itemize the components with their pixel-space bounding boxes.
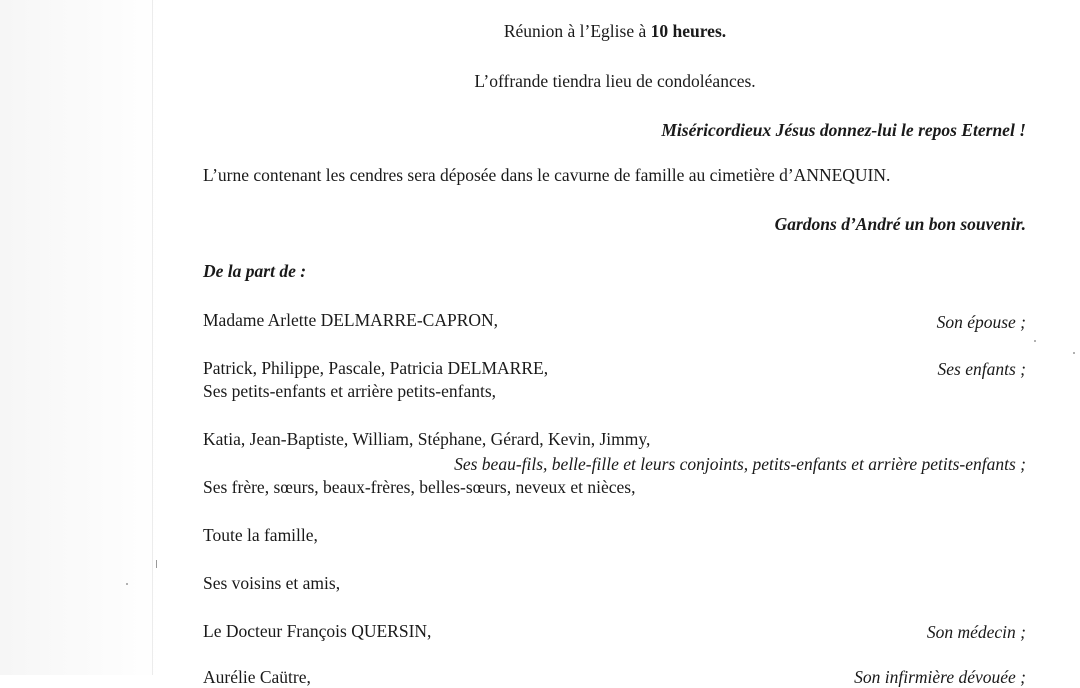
nurse-role: Son infirmière dévouée ; [854, 667, 1026, 687]
children-role: Ses enfants ; [937, 359, 1026, 379]
remembrance-line: Gardons d’André un bon souvenir. [774, 214, 1026, 234]
doctor-role: Son médecin ; [926, 622, 1026, 642]
neighbours-line: Ses voisins et amis, [203, 573, 341, 593]
nurse-name: Aurélie Caütre, [203, 667, 311, 687]
doctor-name: Le Docteur François QUERSIN, [203, 621, 432, 641]
meeting-text: Réunion à l’Eglise à [503, 21, 651, 41]
from-heading: De la part de : [203, 261, 307, 281]
grandchildren-line: Ses petits-enfants et arrière petits-enfants, [203, 381, 497, 401]
urn-line: L’urne contenant les cendres sera déposée dans le cavurne de famille au cimetière d’ANNEQUIN. [203, 165, 891, 185]
spouse-role: Son épouse ; [936, 312, 1026, 332]
stepfamily-names: Katia, Jean-Baptiste, William, Stéphane, Gérard, Kevin, Jimmy, [203, 429, 651, 449]
meeting-time: 10 heures. [650, 21, 727, 41]
whole-family-line: Toute la famille, [203, 525, 318, 545]
stepfamily-role: Ses beau-fils, belle-fille et leurs conjoints, petits-enfants et arrière petits-enfants ; [454, 454, 1026, 474]
children-names: Patrick, Philippe, Pascale, Patricia DELMARRE, [203, 358, 549, 378]
prayer-line: Miséricordieux Jésus donnez-lui le repos Eternel ! [661, 120, 1026, 140]
siblings-line: Ses frère, sœurs, beaux-frères, belles-sœurs, neveux et nièces, [203, 477, 636, 497]
offering-line: L’offrande tiendra lieu de condoléances. [474, 71, 756, 91]
meeting-line [0, 20, 1080, 42]
spouse-name: Madame Arlette DELMARRE-CAPRON, [203, 310, 499, 330]
